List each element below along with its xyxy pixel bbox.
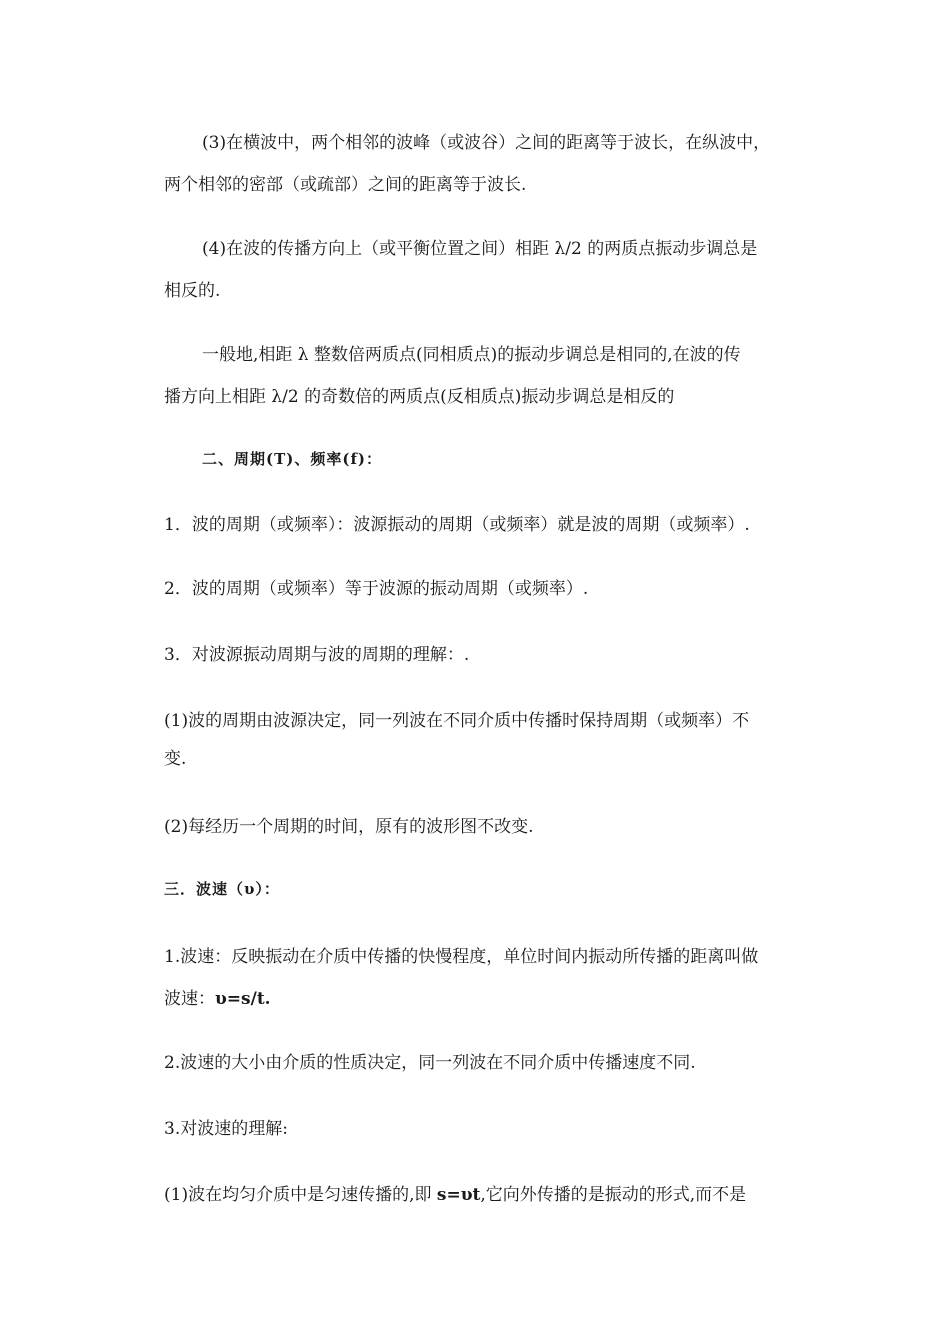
section-2-item-1: 1．波的周期（或频率）：波源振动的周期（或频率）就是波的周期（或频率）.	[164, 515, 750, 535]
section-2-item-3: 3．对波源振动周期与波的周期的理解：.	[164, 645, 470, 665]
wave-speed-formula: υ=s/t.	[215, 989, 271, 1009]
section-2-subitem-2: (2)每经历一个周期的时间，原有的波形图不改变.	[164, 817, 534, 837]
paragraph-4-line-1: (4)在波的传播方向上（或平衡位置之间）相距 λ/2 的两质点振动步调总是	[202, 239, 758, 259]
section-3-heading: 三．波速（υ）：	[164, 880, 280, 898]
section-3-subitem-1-prefix: (1)波在均匀介质中是匀速传播的,即	[164, 1185, 437, 1205]
section-2-subitem-1-line-2: 变.	[164, 749, 187, 769]
section-3-item-1-prefix: 波速：	[164, 989, 215, 1009]
paragraph-3-line-2: 两个相邻的密部（或疏部）之间的距离等于波长.	[164, 175, 527, 195]
section-2-subitem-1-line-1: (1)波的周期由波源决定，同一列波在不同介质中传播时保持周期（或频率）不	[164, 711, 750, 731]
general-paragraph-line-1: 一般地,相距 λ 整数倍两质点(同相质点)的振动步调总是相同的,在波的传	[202, 345, 741, 365]
paragraph-3-line-1: (3)在横波中，两个相邻的波峰（或波谷）之间的距离等于波长，在纵波中，	[202, 133, 771, 153]
distance-formula: s=υt	[436, 1185, 481, 1205]
section-3-item-2: 2.波速的大小由介质的性质决定，同一列波在不同介质中传播速度不同.	[164, 1053, 696, 1073]
general-paragraph-line-2: 播方向上相距 λ/2 的奇数倍的两质点(反相质点)振动步调总是相反的	[164, 387, 675, 407]
paragraph-4-line-2: 相反的.	[164, 281, 221, 301]
section-2-item-2: 2．波的周期（或频率）等于波源的振动周期（或频率）.	[164, 579, 589, 599]
section-3-item-1-line-2	[164, 984, 271, 1009]
section-3-item-1-line-1: 1.波速：反映振动在介质中传播的快慢程度，单位时间内振动所传播的距离叫做	[164, 947, 759, 967]
section-3-subitem-1	[164, 1180, 746, 1205]
section-3-item-3: 3.对波速的理解:	[164, 1119, 288, 1139]
section-2-heading: 二、周期(T)、频率(f)：	[202, 450, 383, 468]
section-3-subitem-1-suffix: ,它向外传播的是振动的形式,而不是	[480, 1185, 747, 1205]
